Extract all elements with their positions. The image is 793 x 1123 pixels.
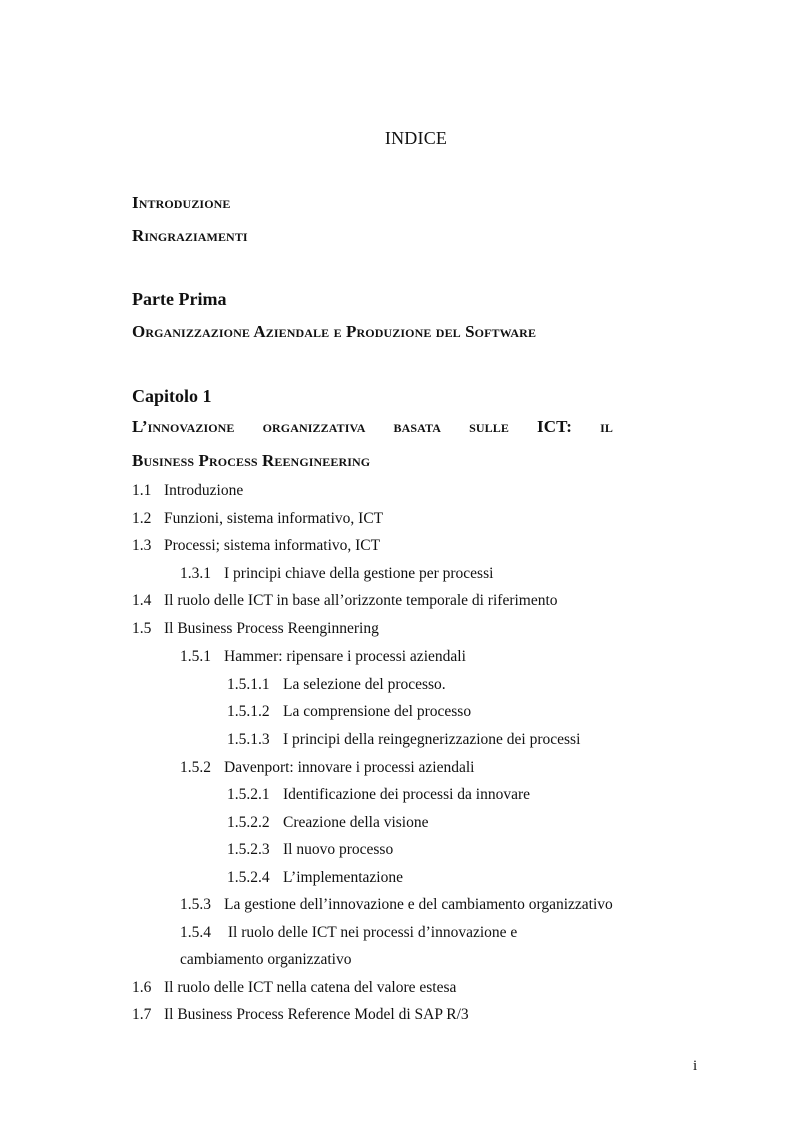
toc-entry-text: L’implementazione [283, 869, 403, 886]
toc-entry [132, 537, 380, 555]
chapter-title-word: basata [393, 417, 442, 436]
toc-entry-number: 1.5.2.2 [227, 814, 270, 831]
toc-entry-number: 1.5.1 [180, 648, 211, 665]
toc-entry-text: Il nuovo processo [283, 841, 394, 858]
toc-entry [132, 1006, 469, 1024]
page-title: INDICE [384, 128, 448, 148]
toc-entry [227, 814, 428, 832]
chapter-title-word: sulle [469, 417, 509, 436]
toc-entry [132, 592, 558, 610]
chapter-title-word: il [600, 417, 613, 436]
toc-ringraziamenti: Ringraziamenti [132, 226, 248, 245]
chapter-title-line1 [132, 417, 613, 437]
toc-entry-text: Il ruolo delle ICT nella catena del valore estesa [164, 979, 457, 996]
toc-entry-text: Processi; sistema informativo, ICT [164, 537, 381, 554]
toc-entry-text: Funzioni, sistema informativo, ICT [164, 510, 384, 527]
page-number: i [693, 1058, 698, 1074]
toc-entry-text: Introduzione [164, 482, 244, 499]
chapter-title-word: L’innovazione [132, 417, 235, 436]
toc-entry-text: I principi della reingegnerizzazione dei processi [283, 731, 581, 748]
toc-entry-text: cambiamento organizzativo [180, 951, 352, 968]
toc-entry-number: 1.5.2.1 [227, 786, 270, 803]
chapter-title-line2: Business Process Reengineering [132, 451, 371, 470]
toc-entry [227, 869, 403, 887]
toc-entry-number: 1.4 [132, 592, 152, 609]
toc-entry [180, 896, 613, 914]
toc-entry-number: 1.5.2.4 [227, 869, 270, 886]
toc-entry [180, 759, 475, 777]
toc-entry [132, 620, 379, 638]
toc-entry-number: 1.2 [132, 510, 152, 527]
toc-entry-number: 1.5.2.3 [227, 841, 270, 858]
toc-entry [132, 482, 243, 500]
toc-entry-number: 1.5.1.2 [227, 703, 270, 720]
toc-entry-number: 1.5.1.3 [227, 731, 270, 748]
toc-entry [180, 648, 466, 666]
toc-entry-number: 1.6 [132, 979, 152, 996]
toc-entry [227, 786, 530, 804]
toc-entry-number: 1.3 [132, 537, 152, 554]
toc-entry [227, 703, 471, 721]
toc-entry-text: Il ruolo delle ICT in base all’orizzonte temporale di riferimento [164, 592, 558, 609]
toc-entry-text: I principi chiave della gestione per processi [224, 565, 494, 582]
toc-entry-text: Il Business Process Reenginnering [164, 620, 379, 637]
toc-entry-text: Identificazione dei processi da innovare [283, 786, 531, 803]
toc-entry-number: 1.5 [132, 620, 152, 637]
toc-entry-number: 1.5.1.1 [227, 676, 270, 693]
part-label: Parte Prima [132, 289, 227, 309]
toc-entry-number: 1.5.3 [180, 896, 211, 913]
part-title: Organizzazione Aziendale e Produzione del Software [132, 322, 537, 341]
toc-entry-number: 1.5.2 [180, 759, 211, 776]
toc-entry-text: La selezione del processo. [283, 676, 446, 693]
toc-entry-text: La gestione dell’innovazione e del cambiamento organizzativo [224, 896, 613, 913]
toc-entry-number: 1.3.1 [180, 565, 211, 582]
toc-entry-number: 1.7 [132, 1006, 152, 1023]
toc-entry [180, 565, 493, 583]
toc-entry-text: La comprensione del processo [283, 703, 472, 720]
toc-entry-number: 1.5.4 [180, 924, 211, 941]
toc-entry [227, 731, 580, 749]
toc-entry-text: Hammer: ripensare i processi aziendali [224, 648, 466, 665]
chapter-label: Capitolo 1 [132, 386, 212, 406]
toc-entry [180, 924, 517, 942]
chapter-title-word: ICT: [536, 417, 573, 436]
toc-entry [132, 510, 383, 528]
toc-introduzione: Introduzione [132, 193, 231, 212]
chapter-title-word: organizzativa [262, 417, 366, 436]
toc-entry [227, 676, 446, 694]
toc-entry-continuation [180, 951, 351, 969]
toc-entry [132, 979, 456, 997]
toc-entry-text: Davenport: innovare i processi aziendali [224, 759, 475, 776]
toc-entry-text: Il Business Process Reference Model di SAP R/3 [164, 1006, 469, 1023]
toc-entry-text: Il ruolo delle ICT nei processi d’innovazione e [224, 924, 518, 941]
toc-entry-text: Creazione della visione [283, 814, 429, 831]
toc-entry [227, 841, 393, 859]
toc-entry-number: 1.1 [132, 482, 152, 499]
